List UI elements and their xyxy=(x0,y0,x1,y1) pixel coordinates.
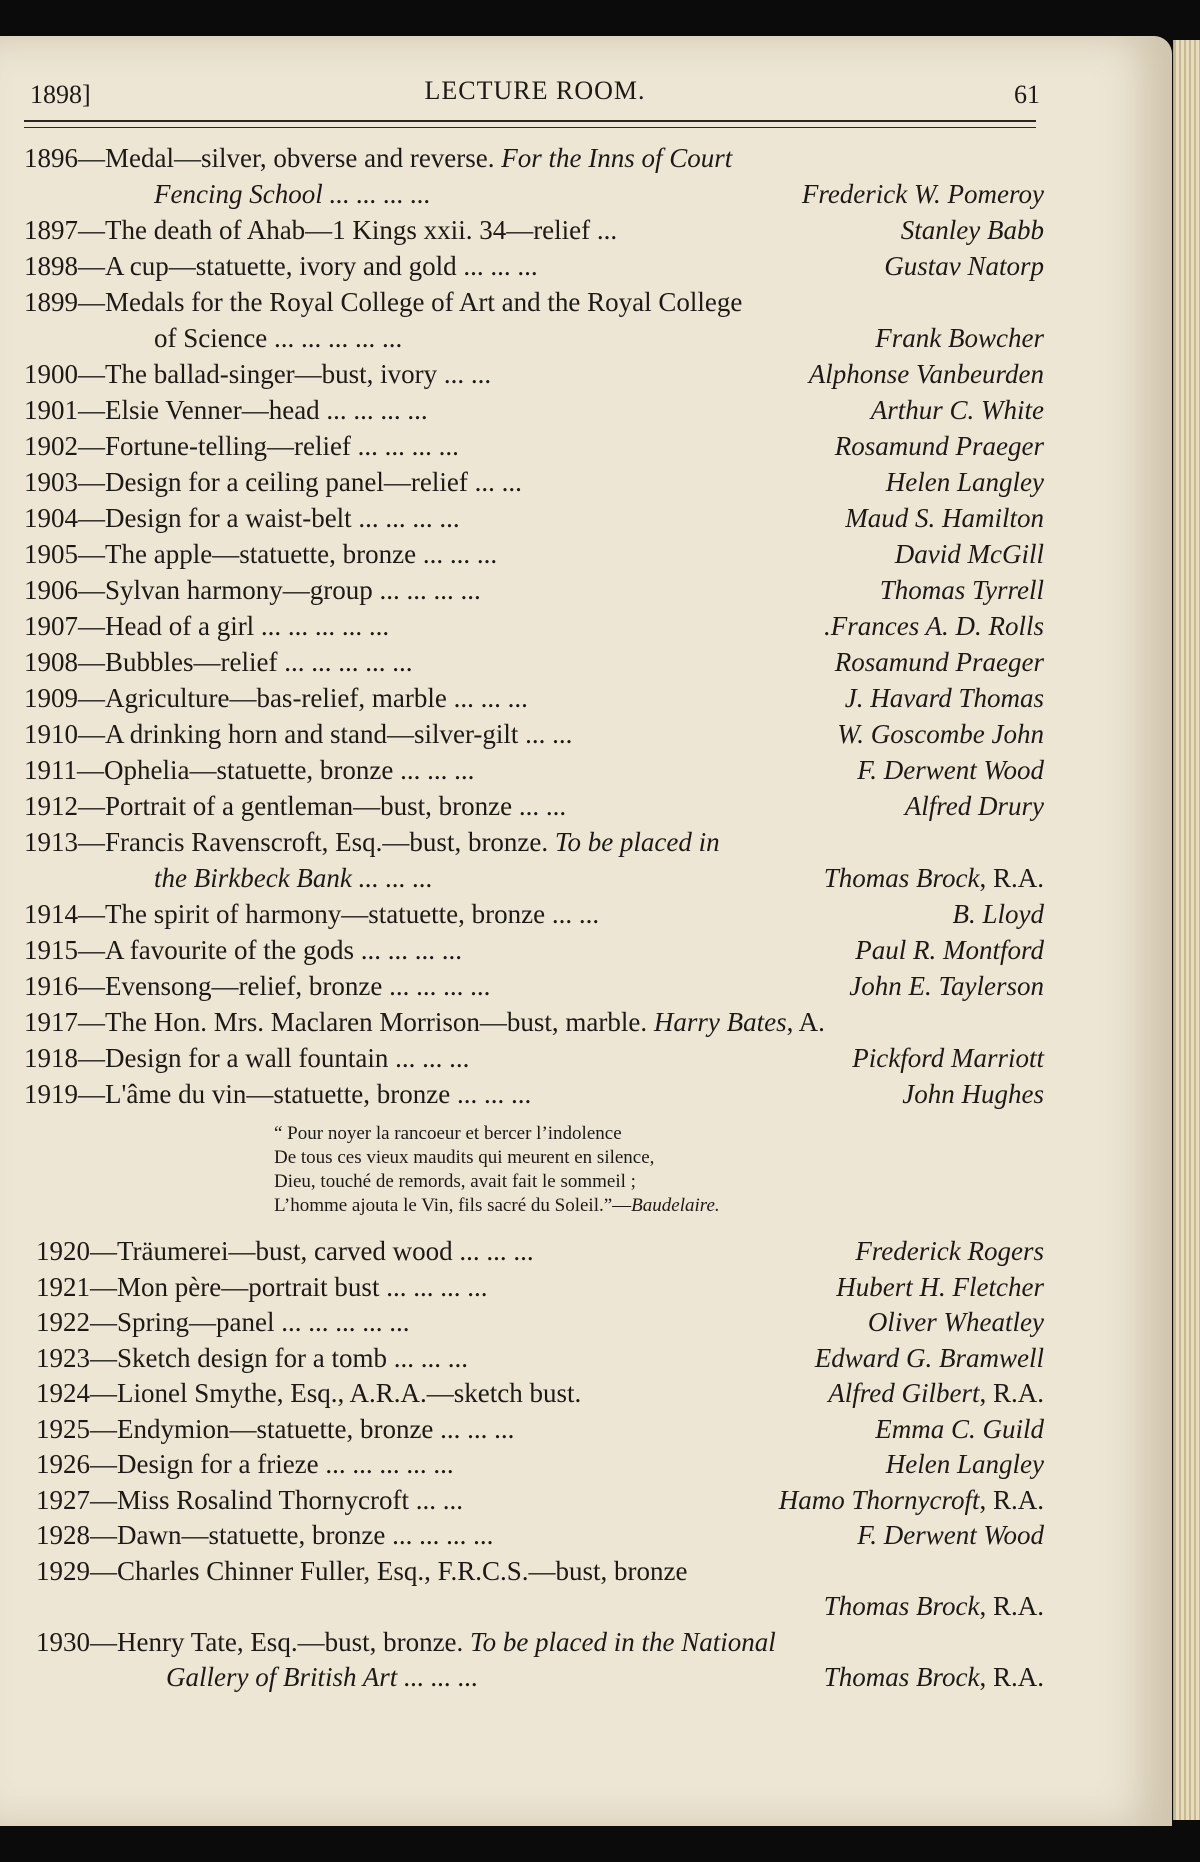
list-item xyxy=(24,356,1044,392)
quote-line: De tous ces vieux maudits qui meurent en silence, xyxy=(274,1147,655,1168)
page-edges xyxy=(1173,40,1200,1820)
entry-artist: Maud S. Hamilton xyxy=(845,503,1044,533)
entry-title: 1915—A favourite of the gods ... ... ... ... xyxy=(24,935,462,965)
header-rule xyxy=(24,120,1036,128)
entry-title: 1905—The apple—statuette, bronze ... ... ... xyxy=(24,539,498,569)
entry-title: 1902—Fortune-telling—relief ... ... ... ... xyxy=(24,431,459,461)
list-item xyxy=(36,1341,1044,1377)
entry-title: 1926—Design for a frieze ... ... ... ... ... xyxy=(36,1449,454,1479)
entry-title: 1922—Spring—panel ... ... ... ... ... xyxy=(36,1307,410,1337)
entry-title: 1898—A cup—statuette, ivory and gold ... ... ... xyxy=(24,251,538,281)
quote-attribution: Baudelaire. xyxy=(631,1195,720,1216)
entry-artist: Alfred Gilbert, R.A. xyxy=(828,1378,1044,1408)
entry-title: 1904—Design for a waist-belt ... ... ... ... xyxy=(24,503,460,533)
entry-title: 1907—Head of a girl ... ... ... ... ... xyxy=(24,611,390,641)
entry-artist: Emma C. Guild xyxy=(875,1413,1044,1444)
epigraph-quote xyxy=(274,1122,974,1218)
list-item xyxy=(24,176,1044,212)
entry-artist: Helen Langley xyxy=(885,1449,1044,1479)
entry-title: 1908—Bubbles—relief ... ... ... ... ... xyxy=(24,647,413,677)
entry-artist: Frederick W. Pomeroy xyxy=(801,179,1044,209)
list-item xyxy=(24,932,1044,968)
entry-artist: John E. Taylerson xyxy=(849,971,1044,1001)
list-item xyxy=(36,1625,1044,1661)
entry-artist: Alfred Drury xyxy=(904,791,1044,821)
list-item xyxy=(24,572,1044,608)
list-item xyxy=(36,1234,1044,1270)
entry-title: Gallery of British Art ... ... ... xyxy=(166,1662,479,1692)
list-item xyxy=(24,968,1044,1004)
entry-title: 1909—Agriculture—bas-relief, marble ... ... ... xyxy=(24,683,528,713)
list-item xyxy=(24,680,1044,716)
list-item xyxy=(24,860,1044,896)
list-item xyxy=(36,1270,1044,1306)
entry-artist: Stanley Babb xyxy=(900,215,1044,245)
entry-list xyxy=(24,140,1044,1112)
entry-list-continued xyxy=(36,1234,1044,1696)
list-item xyxy=(36,1376,1044,1412)
list-item xyxy=(36,1305,1044,1341)
entry-italic-note: To be placed in xyxy=(554,827,720,857)
entry-artist: Rosamund Praeger xyxy=(834,647,1044,677)
entry-title: 1924—Lionel Smythe, Esq., A.R.A.—sketch bust. xyxy=(36,1378,582,1408)
entry-artist: W. Goscombe John xyxy=(837,719,1044,749)
entry-title: 1918—Design for a wall fountain ... ... ... xyxy=(24,1043,470,1073)
list-item xyxy=(36,1554,1044,1590)
list-item xyxy=(24,428,1044,464)
entry-artist: B. Lloyd xyxy=(952,899,1044,929)
list-item xyxy=(36,1518,1044,1554)
entry-title: Fencing School ... ... ... ... xyxy=(154,179,431,209)
list-item xyxy=(24,140,1044,176)
list-item xyxy=(36,1589,1044,1625)
entry-artist: J. Havard Thomas xyxy=(844,683,1044,713)
page-number: 61 xyxy=(1014,80,1040,109)
entry-title: 1913—Francis Ravenscroft, Esq.—bust, bronze. To be placed in xyxy=(24,827,720,857)
entry-italic-note: To be placed in the National xyxy=(470,1626,776,1657)
quote-line: Dieu, touché de remords, avait fait le sommeil ; xyxy=(274,1171,636,1192)
entry-artist: Thomas Brock, R.A. xyxy=(823,1591,1044,1621)
entry-title: the Birkbeck Bank ... ... ... xyxy=(154,863,433,893)
entry-title: 1896—Medal—silver, obverse and reverse. For the Inns of Court xyxy=(24,143,733,173)
entry-artist: Helen Langley xyxy=(885,467,1044,497)
entry-title: 1903—Design for a ceiling panel—relief ... ... xyxy=(24,467,522,497)
entry-artist: Thomas Tyrrell xyxy=(879,575,1044,605)
list-item xyxy=(24,464,1044,500)
entry-artist: John Hughes xyxy=(902,1079,1044,1109)
list-item xyxy=(24,788,1044,824)
list-item xyxy=(24,1040,1044,1076)
list-item xyxy=(24,212,1044,248)
header-title: LECTURE ROOM. xyxy=(424,76,646,105)
entry-artist: Oliver Wheatley xyxy=(867,1307,1044,1337)
artist-suffix: , R.A. xyxy=(979,1378,1044,1408)
entry-italic-note: For the Inns of Court xyxy=(501,143,733,173)
entry-title: 1929—Charles Chinner Fuller, Esq., F.R.C.S.—bust, bronze xyxy=(36,1555,688,1586)
entry-title: 1910—A drinking horn and stand—silver-gilt ... ... xyxy=(24,719,573,749)
list-item xyxy=(24,392,1044,428)
entry-title: 1917—The Hon. Mrs. Maclaren Morrison—bust, marble. Harry Bates, A. xyxy=(24,1007,825,1037)
entry-artist: Gustav Natorp xyxy=(884,251,1044,281)
entry-artist: Harry Bates xyxy=(653,1007,787,1037)
list-item xyxy=(24,644,1044,680)
entry-artist: Alphonse Vanbeurden xyxy=(808,359,1044,389)
entry-title: 1928—Dawn—statuette, bronze ... ... ... ... xyxy=(36,1520,494,1550)
list-item xyxy=(36,1483,1044,1519)
artist-suffix: , R.A. xyxy=(979,1484,1044,1515)
entry-title: 1914—The spirit of harmony—statuette, bronze ... ... xyxy=(24,899,600,929)
artist-suffix: , R.A. xyxy=(979,863,1044,893)
header-year: 1898] xyxy=(30,80,91,109)
quote-line: L’homme ajouta le Vin, fils sacré du Soleil.”—Baudelaire. xyxy=(274,1195,720,1216)
artist-suffix: , R.A. xyxy=(979,1662,1044,1692)
quote-line: “ Pour noyer la rancoeur et bercer l’indolence xyxy=(274,1123,622,1144)
entry-title: 1919—L'âme du vin—statuette, bronze ... ... ... xyxy=(24,1079,532,1109)
entry-artist: Rosamund Praeger xyxy=(834,431,1044,461)
list-item xyxy=(24,752,1044,788)
entry-title: 1912—Portrait of a gentleman—bust, bronze ... ... xyxy=(24,791,567,821)
entry-title: 1927—Miss Rosalind Thornycroft ... ... xyxy=(36,1484,463,1515)
entry-artist: Frederick Rogers xyxy=(855,1236,1044,1266)
entry-title: of Science ... ... ... ... ... xyxy=(154,323,403,353)
entry-artist: F. Derwent Wood xyxy=(857,755,1044,785)
list-item xyxy=(24,500,1044,536)
entry-title: 1930—Henry Tate, Esq.—bust, bronze. To be placed in the National xyxy=(36,1626,776,1657)
artist-suffix: , R.A. xyxy=(979,1591,1044,1621)
entry-artist: Arthur C. White xyxy=(870,395,1044,425)
entry-title: 1899—Medals for the Royal College of Art and the Royal College xyxy=(24,287,743,317)
entry-title: 1920—Träumerei—bust, carved wood ... ... ... xyxy=(36,1236,534,1266)
entry-artist: Thomas Brock, R.A. xyxy=(823,863,1044,893)
entry-artist: Thomas Brock, R.A. xyxy=(823,1662,1044,1692)
entry-title: 1923—Sketch design for a tomb ... ... ... xyxy=(36,1342,468,1373)
entry-artist: Paul R. Montford xyxy=(855,935,1044,965)
list-item xyxy=(24,824,1044,860)
entry-artist: Hamo Thornycroft, R.A. xyxy=(778,1484,1044,1515)
entry-artist: .Frances A. D. Rolls xyxy=(824,611,1044,641)
entry-title: 1925—Endymion—statuette, bronze ... ... ... xyxy=(36,1413,515,1444)
list-item xyxy=(24,716,1044,752)
running-header xyxy=(30,70,1040,110)
list-item xyxy=(36,1660,1044,1696)
entry-artist: Pickford Marriott xyxy=(852,1043,1044,1073)
artist-suffix: , A. xyxy=(786,1007,825,1037)
list-item xyxy=(24,1004,1044,1040)
entry-title: 1916—Evensong—relief, bronze ... ... ... ... xyxy=(24,971,491,1001)
entry-title: 1900—The ballad-singer—bust, ivory ... ... xyxy=(24,359,492,389)
list-item xyxy=(36,1447,1044,1483)
entry-artist: Edward G. Bramwell xyxy=(814,1342,1044,1373)
entry-artist: David McGill xyxy=(894,539,1044,569)
entry-title: 1897—The death of Ahab—1 Kings xxii. 34—relief ... xyxy=(24,215,618,245)
list-item xyxy=(24,284,1044,320)
entry-artist: Frank Bowcher xyxy=(875,323,1044,353)
list-item xyxy=(24,536,1044,572)
list-item xyxy=(24,248,1044,284)
entry-title: 1921—Mon père—portrait bust ... ... ... ... xyxy=(36,1271,488,1302)
entry-artist: F. Derwent Wood xyxy=(857,1520,1044,1550)
list-item xyxy=(36,1412,1044,1448)
list-item xyxy=(24,1076,1044,1112)
entry-title: 1901—Elsie Venner—head ... ... ... ... xyxy=(24,395,428,425)
entry-title: 1906—Sylvan harmony—group ... ... ... ... xyxy=(24,575,481,605)
list-item xyxy=(24,608,1044,644)
entry-artist: Hubert H. Fletcher xyxy=(836,1271,1044,1302)
entry-title: 1911—Ophelia—statuette, bronze ... ... ... xyxy=(24,755,475,785)
list-item xyxy=(24,320,1044,356)
list-item xyxy=(24,896,1044,932)
